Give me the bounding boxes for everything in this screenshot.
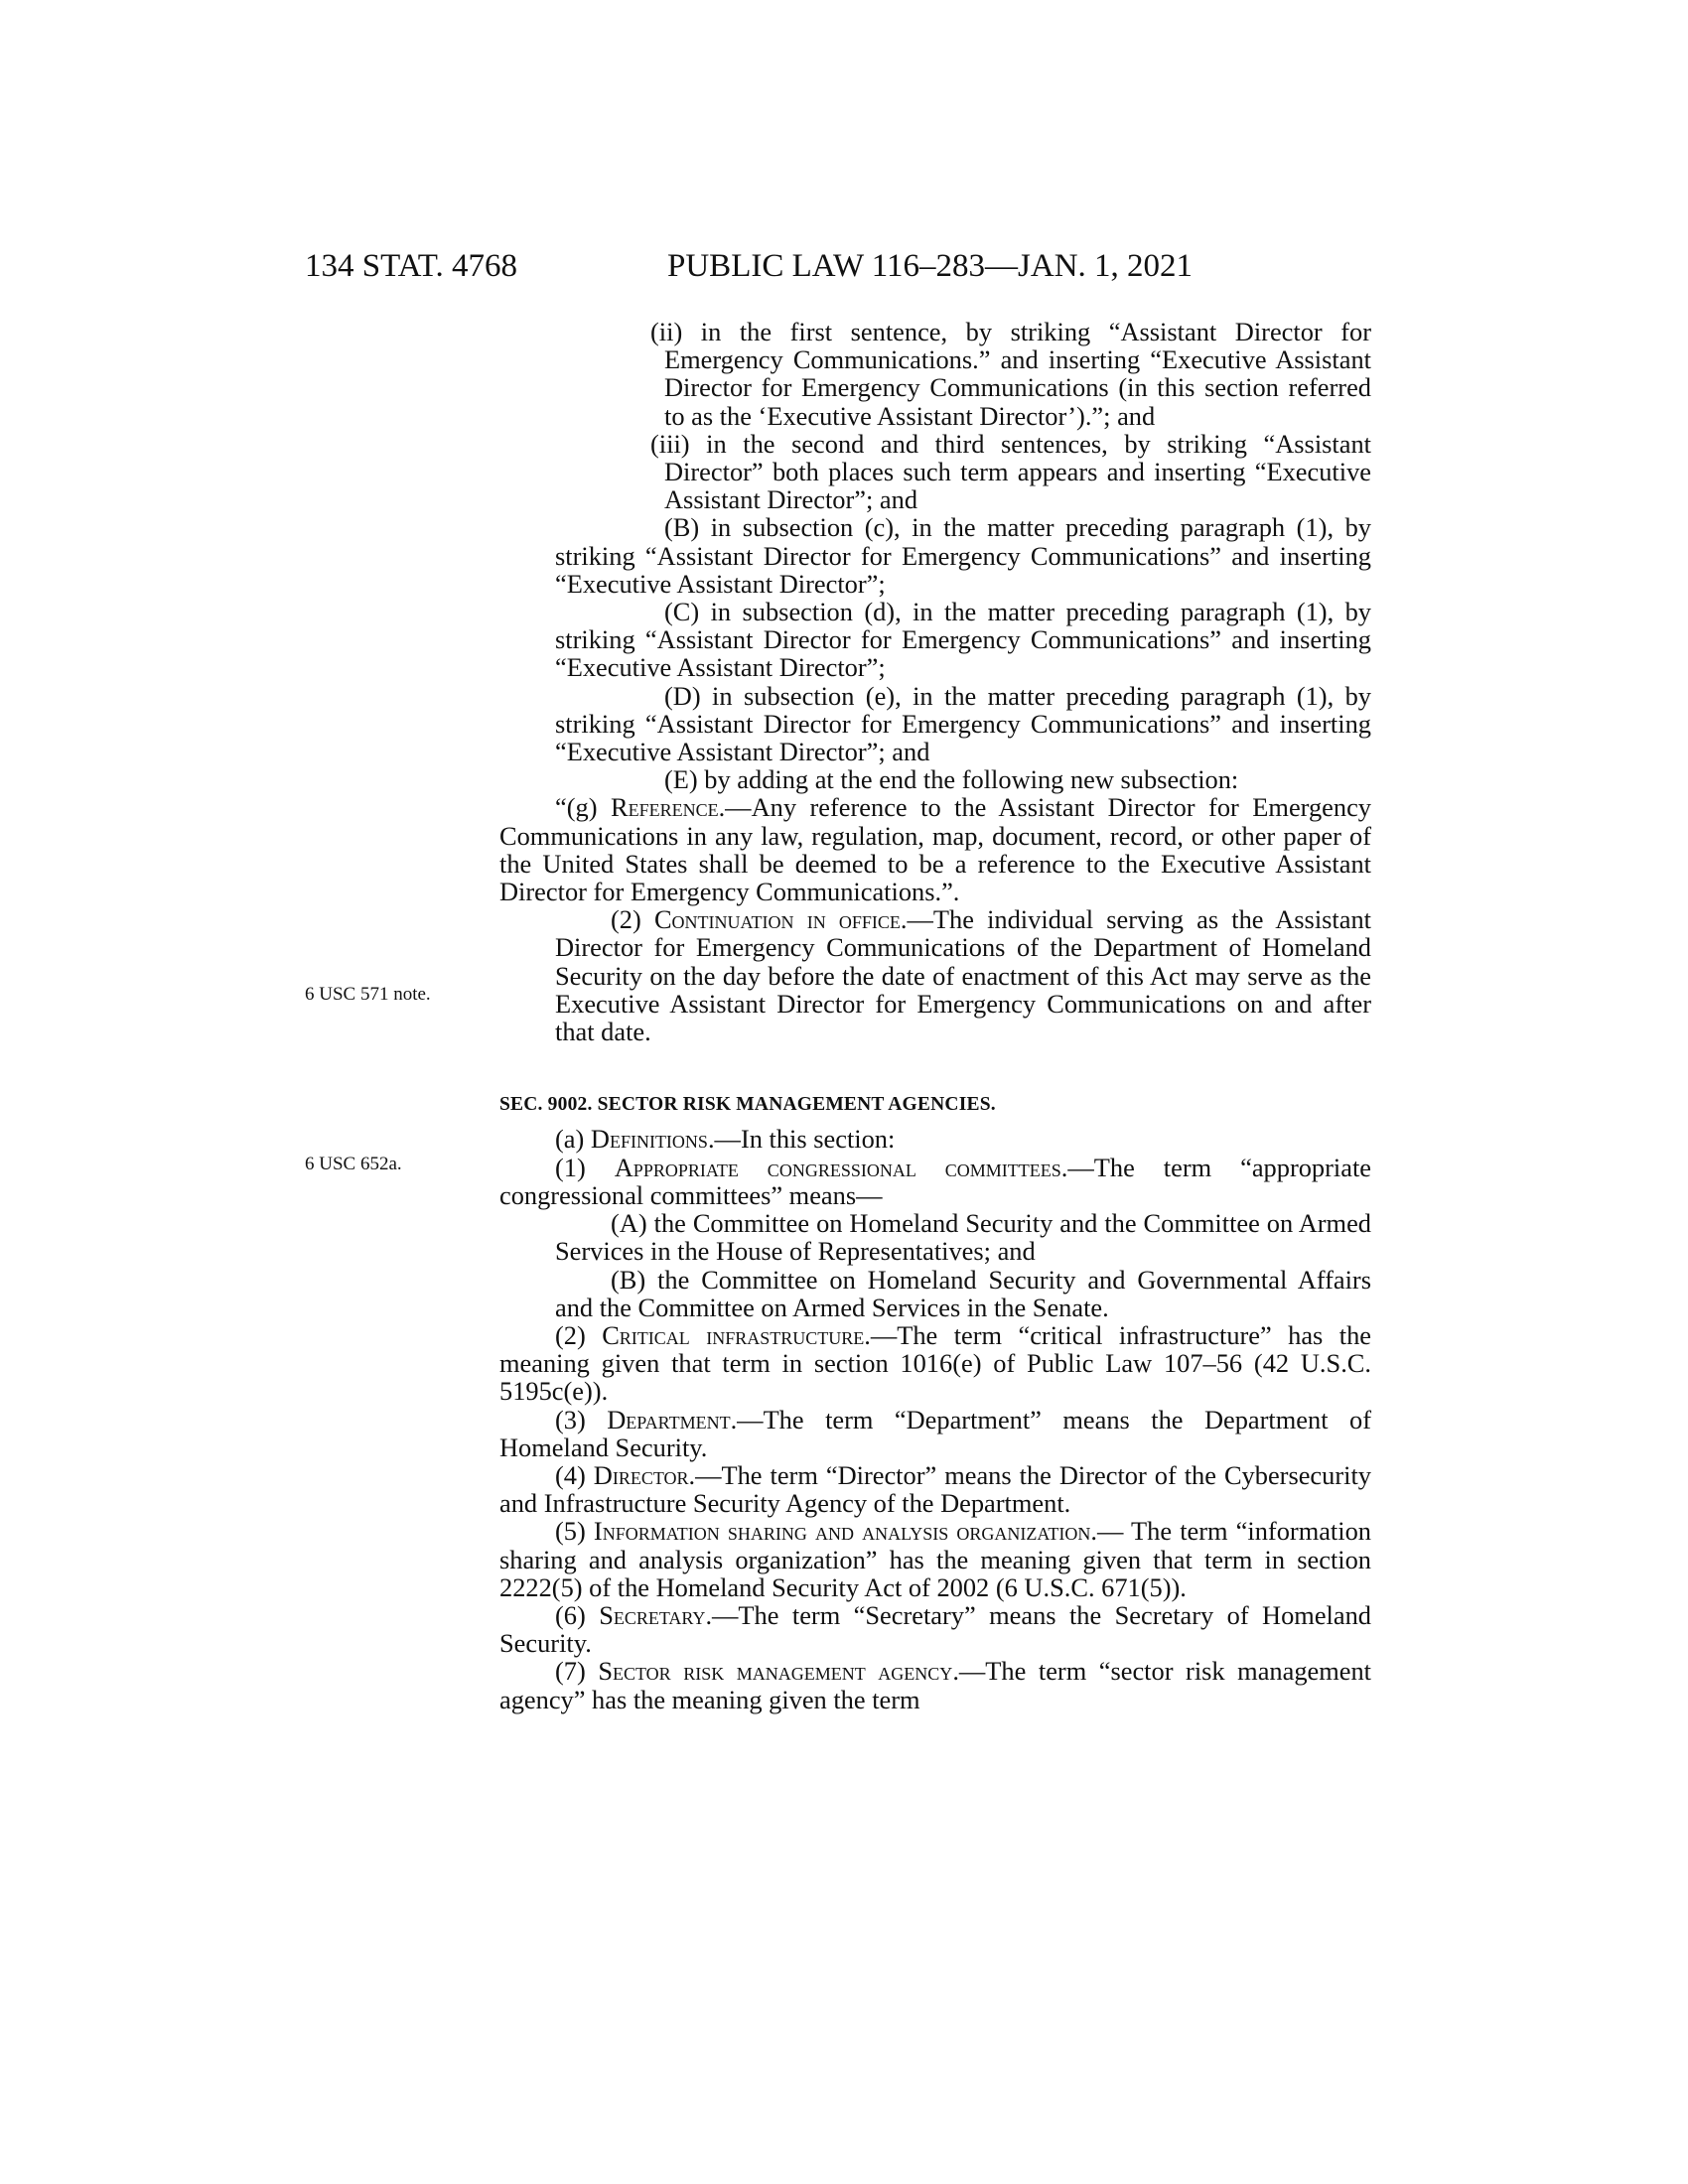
definition-2: (2) Critical infrastructure.—The term “critical infrastructure” has the meaning given that term in section 1016(e) of Public Law 107–56 (42 U.S.C. 5195c(e)). — [499, 1319, 1371, 1407]
clause-iii: (iii) in the second and third sentences, by striking “Assistant Director” both places such term appears and inserting “Executive Assistant Director”; and — [650, 428, 1371, 515]
page-stat-number: 134 STAT. 4768 — [305, 248, 518, 284]
margin-note-usc-652a: 6 USC 652a. — [305, 1154, 402, 1174]
page-body — [499, 318, 1371, 1713]
definition-5: (5) Information sharing and analysis organization.— The term “information sharing and analysis organization” has the meaning given that term in section 2222(5) of the Homeland Security Act of 2002 (6 U.S.C. 671(5)). — [499, 1516, 1371, 1602]
definition-1-B: (B) the Committee on Homeland Security and Governmental Affairs and the Committee on Armed Services in the Senate. — [555, 1264, 1371, 1322]
running-header-title: PUBLIC LAW 116–283—JAN. 1, 2021 — [667, 248, 1194, 284]
subparagraph-B: (B) in subsection (c), in the matter preceding paragraph (1), by striking “Assistant Director for Emergency Communications” and inserting “Executive Assistant Director”; — [555, 512, 1371, 599]
definition-4: (4) Director.—The term “Director” means the Director of the Cybersecurity and Infrastructure Security Agency of the Department. — [499, 1459, 1371, 1519]
definition-6: (6) Secretary.—The term “Secretary” means the Secretary of Homeland Security. — [499, 1599, 1371, 1659]
clause-ii: (ii) in the first sentence, by striking “Assistant Director for Emergency Communications.” and inserting “Executive Assistant Director for Emergency Communications (in this section referred to as the ‘Executive Assistant Director’).”; and — [650, 317, 1371, 431]
subsection-a-definitions: (a) Definitions.—In this section: — [555, 1124, 896, 1155]
section-heading: SEC. 9002. SECTOR RISK MANAGEMENT AGENCIES. — [499, 1094, 996, 1116]
subparagraph-D: (D) in subsection (e), in the matter preceding paragraph (1), by striking “Assistant Director for Emergency Communications” and inserting “Executive Assistant Director”; and — [555, 680, 1371, 767]
definition-1: (1) Appropriate congressional committees.—The term “appropriate congressional committees” means— — [499, 1152, 1371, 1210]
paragraph-2-continuation: (2) Continuation in office.—The individual serving as the Assistant Director for Emergency Communications of the Department of Homeland Security on the day before the date of enactment of this Act may serve as the Executive Assistant Director for Emergency Communications on and after that date. — [555, 904, 1371, 1047]
definition-1-A: (A) the Committee on Homeland Security and the Committee on Armed Services in the House of Representatives; and — [555, 1208, 1371, 1267]
margin-note-usc-571: 6 USC 571 note. — [305, 984, 431, 1005]
new-subsection-g: “(g) Reference.—Any reference to the Assistant Director for Emergency Communications in any law, regulation, map, document, record, or other paper of the United States shall be deemed to be a reference to the Executive Assistant Director for Emergency Communications.”. — [499, 792, 1371, 907]
definition-3: (3) Department.—The term “Department” means the Department of Homeland Security. — [499, 1404, 1371, 1462]
subparagraph-E: (E) by adding at the end the following new subsection: — [664, 764, 1239, 795]
subparagraph-C: (C) in subsection (d), in the matter preceding paragraph (1), by striking “Assistant Director for Emergency Communications” and inserting “Executive Assistant Director”; — [555, 597, 1371, 683]
definition-7: (7) Sector risk management agency.—The term “sector risk management agency” has the meaning given the term — [499, 1656, 1371, 1714]
